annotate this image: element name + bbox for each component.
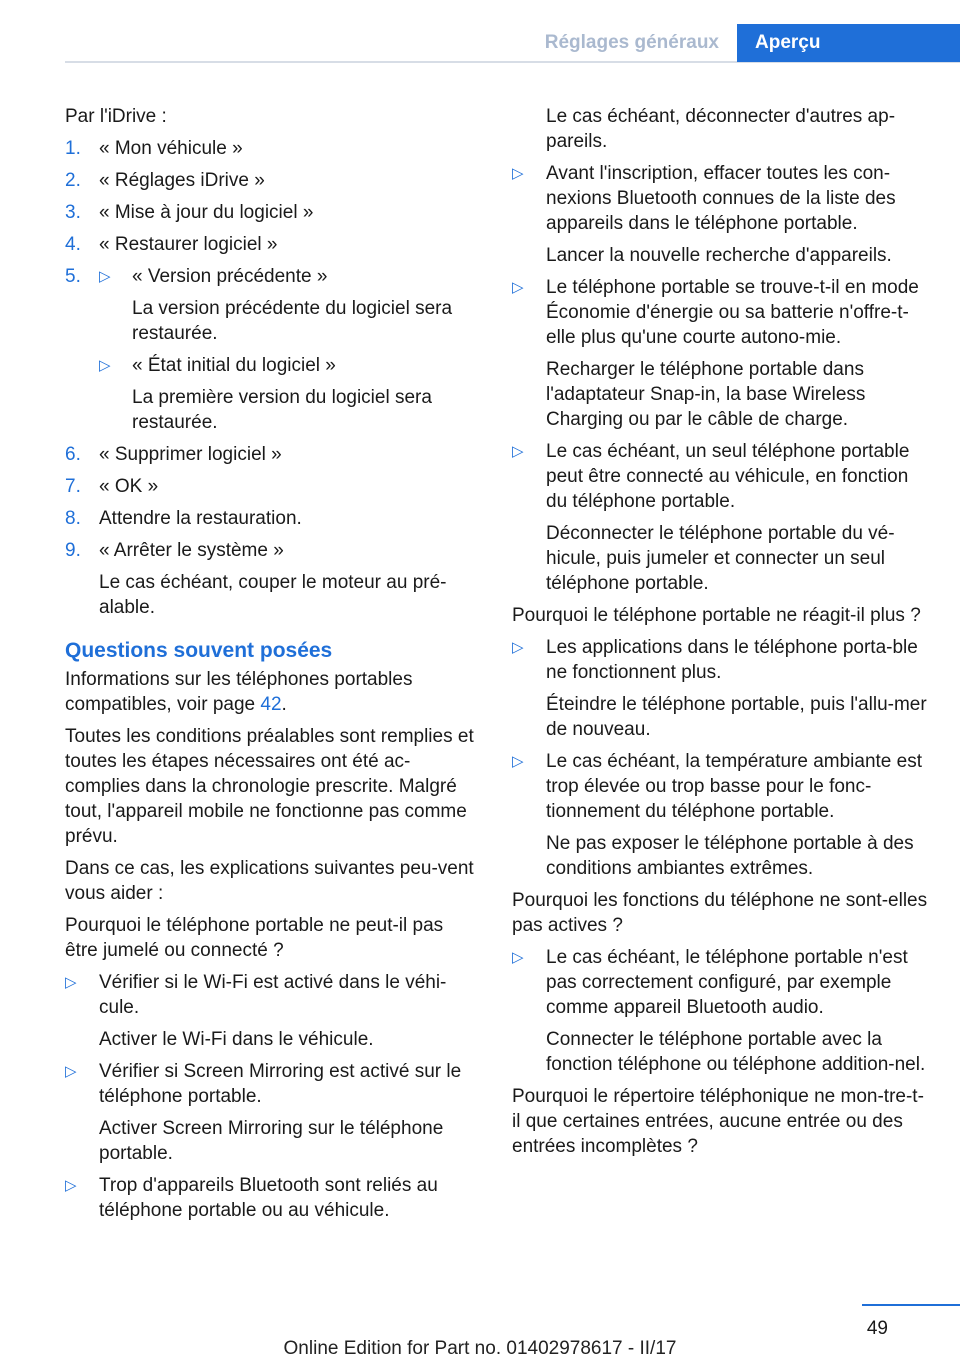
sub-list-item: ▷ « État initial du logiciel » La première version du logiciel sera restaurée.: [99, 355, 432, 433]
bullet-item: ▷ Avant l'inscription, effacer toutes les con‐nexions Bluetooth connues de la liste des appareils dans le téléphone portable. Lancer la nouvelle recherche d'appareils.: [512, 163, 896, 266]
triangle-right-icon: ▷: [512, 753, 524, 770]
list-item: 8. Attendre la restauration.: [65, 508, 302, 529]
sub-list-item: ▷ « Version précédente » La version précédente du logiciel sera restaurée.: [99, 266, 453, 344]
right-column: [512, 104, 932, 1166]
header-section-title: Réglages généraux: [544, 32, 719, 53]
footer-rule: [862, 1304, 960, 1306]
list-item: 4. « Restaurer logiciel »: [65, 234, 278, 255]
edition-footer: Online Edition for Part no. 01402978617 - II/17: [283, 1338, 677, 1359]
triangle-right-icon: ▷: [512, 639, 524, 656]
left-column: [65, 104, 481, 1230]
triangle-right-icon: ▷: [65, 1063, 77, 1080]
bullet-item: ▷ Les applications dans le téléphone porta‐ble ne fonctionnent plus. Éteindre le téléphone portable, puis l'allu‐mer de nouveau.: [512, 637, 927, 740]
bullet-item: ▷ Vérifier si Screen Mirroring est activé sur le téléphone portable. Activer Screen Mirroring sur le téléphone portable.: [65, 1061, 462, 1164]
bullet-item: ▷ Trop d'appareils Bluetooth sont reliés au téléphone portable ou au véhicule.: [65, 1175, 438, 1221]
list-item: 2. « Réglages iDrive »: [65, 170, 265, 191]
question: Pourquoi le téléphone portable ne réagit-il plus ?: [512, 605, 921, 626]
list-item: 1. « Mon véhicule »: [65, 138, 243, 159]
bullet-continuation: Le cas échéant, déconnecter d'autres ap‐pareils.: [546, 106, 896, 152]
triangle-right-icon: ▷: [512, 279, 524, 296]
list-item: 7. « OK »: [65, 476, 159, 497]
triangle-right-icon: ▷: [512, 165, 524, 182]
bullet-item: ▷ Le cas échéant, le téléphone portable n'est pas correctement configuré, par exemple comme appareil Bluetooth audio. Connecter le téléphone portable avec la fonction téléphone ou téléphone addition‐nel.: [512, 947, 926, 1075]
bullet-item: ▷ Le téléphone portable se trouve-t-il en mode Économie d'énergie ou sa batterie n'offre-t-elle plus qu'une courte autono‐mie. Recharger le téléphone portable dans l'adaptateur Snap-in, la base Wireless Charging ou par le câble de charge.: [512, 277, 919, 430]
list-item: 6. « Supprimer logiciel »: [65, 444, 282, 465]
page-link[interactable]: 42: [260, 694, 282, 715]
triangle-right-icon: ▷: [99, 268, 111, 285]
triangle-right-icon: ▷: [99, 357, 111, 374]
question: Pourquoi le répertoire téléphonique ne mon‐tre-t-il que certaines entrées, aucune entrée ou des entrées incomplètes ?: [512, 1086, 924, 1157]
bullet-item: ▷ Le cas échéant, un seul téléphone portable peut être connecté au véhicule, en fonction du téléphone portable. Déconnecter le téléphone portable du vé‐hicule, puis jumeler et connecter un seul téléphone portable.: [512, 441, 910, 594]
info-paragraph: Informations sur les téléphones portables compatibles, voir page 42.: [65, 669, 413, 715]
list-item: 3. « Mise à jour du logiciel »: [65, 202, 314, 223]
intro-text: Par l'iDrive :: [65, 106, 167, 127]
triangle-right-icon: ▷: [512, 949, 524, 966]
list-item: 5. ▷ « Version précédente » La version précédente du logiciel sera restaurée. ▷ « État initial du logiciel » La première version du logiciel sera restaurée.: [65, 264, 481, 435]
paragraph: Dans ce cas, les explications suivantes peu‐vent vous aider :: [65, 858, 474, 904]
paragraph: Toutes les conditions préalables sont remplies et toutes les étapes nécessaires ont été ac‐complies dans la chronologie prescrite. Malgré tout, l'appareil mobile ne fonctionne pas comme prévu.: [65, 726, 474, 847]
question: Pourquoi le téléphone portable ne peut-il pas être jumelé ou connecté ?: [65, 915, 444, 961]
bullet-item: ▷ Le cas échéant, la température ambiante est trop élevée ou trop basse pour le fonc‐tionnement du téléphone portable. Ne pas exposer le téléphone portable à des conditions ambiantes extrêmes.: [512, 751, 923, 879]
triangle-right-icon: ▷: [512, 443, 524, 460]
question: Pourquoi les fonctions du téléphone ne sont-elles pas actives ?: [512, 890, 928, 936]
header-tab: Aperçu: [737, 24, 960, 62]
section-heading: Questions souvent posées: [65, 639, 333, 662]
triangle-right-icon: ▷: [65, 974, 77, 991]
list-item: 9. « Arrêter le système » Le cas échéant, couper le moteur au pré‐alable.: [65, 540, 447, 618]
triangle-right-icon: ▷: [65, 1177, 77, 1194]
page-number: 49: [866, 1318, 888, 1339]
bullet-item: ▷ Vérifier si le Wi-Fi est activé dans le véhi‐cule. Activer le Wi-Fi dans le véhicule.: [65, 972, 447, 1050]
